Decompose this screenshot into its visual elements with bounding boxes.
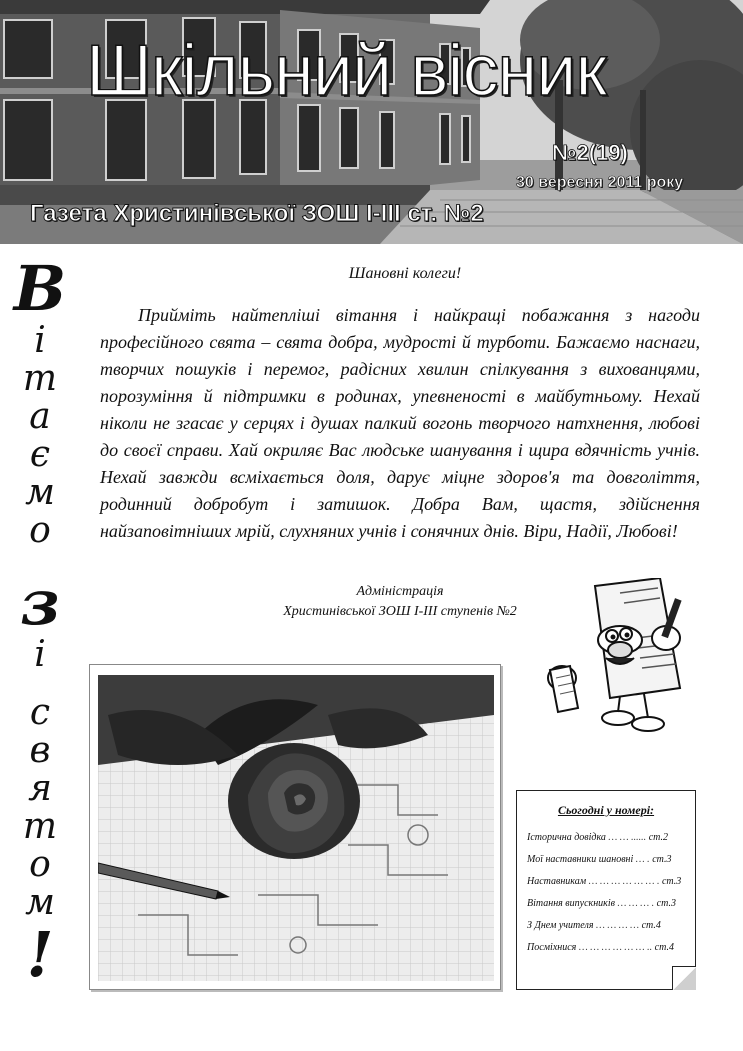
- vertical-letter: с: [29, 692, 51, 733]
- contents-item[interactable]: [517, 898, 695, 909]
- contents-item-dots: … … … … … … .: [588, 876, 660, 887]
- vertical-letter: в: [29, 730, 51, 771]
- newspaper-subtitle: Газета Христинівської ЗОШ I-III ст. №2: [30, 200, 484, 227]
- contents-item-page: ст.4: [641, 920, 661, 931]
- contents-item[interactable]: [517, 876, 695, 887]
- vertical-letter: м: [25, 882, 55, 923]
- contents-item[interactable]: [517, 920, 695, 931]
- vertical-letter: є: [29, 434, 51, 475]
- contents-item[interactable]: [517, 832, 695, 843]
- contents-item-page: ст.4: [654, 942, 674, 953]
- vertical-letter: і: [34, 634, 46, 675]
- cartoon-newspaper-character: [540, 578, 690, 738]
- letter-body: Прийміть найтепліші вітання і найкращі побажання з нагоди професійного свята – свята добра, мудрості й турботи. Бажаємо наснаги, творчих пошуків і перемог, радісних хвилин спілкування з вихованцями, порозуміння й підтримки в родинах, упевненості в майбутньому. Нехай ніколи не згасає у серцях і душах палкий вогонь творчого натхнення, любові до своєї справи. Хай окриляє Вас людське шанування і щира вдячність учнів. Нехай завжди всміхається доля, дарує міцне здоров'я та довголіття, родинний добробут і затишок. Добра Вам, щастя, здійснення найзаповітніших мрій, слухняних учнів і сонячних днів. Віри, Надії, Любові!: [100, 305, 700, 541]
- contents-item[interactable]: [517, 854, 695, 865]
- newspaper-title: Шкільний вісник: [86, 31, 606, 111]
- issue-date: 30 вересня 2011 року: [516, 174, 684, 191]
- contents-item-label: Вітання випускників: [527, 898, 615, 909]
- vertical-letter: В: [13, 252, 67, 325]
- contents-item-page: ст.3: [652, 854, 672, 865]
- contents-item-label: Наставникам: [527, 876, 587, 887]
- contents-item-dots: … … ......: [608, 832, 647, 843]
- contents-item-label: З Днем учителя: [527, 920, 594, 931]
- contents-item-page: ст.2: [648, 832, 668, 843]
- contents-title: Сьогодні у номері:: [557, 803, 655, 817]
- contents-item-page: ст.3: [656, 898, 676, 909]
- contents-item-dots: … … … .: [617, 898, 655, 909]
- signature-line: Христинівської ЗОШ І-ІІІ ступенів №2: [283, 604, 517, 619]
- vertical-letter: я: [28, 768, 52, 809]
- vertical-letter: з: [20, 566, 60, 639]
- vertical-spacer: [10, 674, 70, 694]
- contents-item-label: Мої наставники шановні: [527, 854, 634, 865]
- vertical-letter: м: [25, 472, 55, 513]
- vertical-letter: т: [22, 358, 58, 399]
- contents-item-label: Історична довідка: [527, 832, 606, 843]
- contents-item-dots: … .: [635, 854, 650, 865]
- contents-item-dots: … … … …: [595, 920, 640, 931]
- rose-photo-frame: [89, 664, 501, 990]
- rose-on-notebook-photo: [98, 675, 494, 981]
- contents-item-label: Посміхнися: [527, 942, 577, 953]
- table-of-contents: [516, 790, 696, 990]
- page-curl-decoration: [672, 966, 696, 990]
- vertical-letter: !: [26, 918, 54, 991]
- vertical-letter: т: [22, 806, 58, 847]
- vertical-letter: о: [29, 844, 51, 885]
- signature-line: Адміністрація: [356, 584, 444, 599]
- contents-item-dots: … … … … … … ..: [578, 942, 653, 953]
- vertical-letter: і: [34, 320, 46, 361]
- contents-list: [517, 832, 695, 953]
- vertical-letter: о: [29, 510, 51, 551]
- contents-item[interactable]: [517, 942, 695, 953]
- contents-item-page: ст.3: [661, 876, 682, 887]
- issue-number: №2(19): [552, 140, 628, 165]
- masthead: [0, 0, 743, 244]
- letter-greeting: Шановні колеги!: [348, 265, 462, 282]
- vertical-greeting: [10, 252, 70, 991]
- vertical-letter: а: [29, 396, 51, 437]
